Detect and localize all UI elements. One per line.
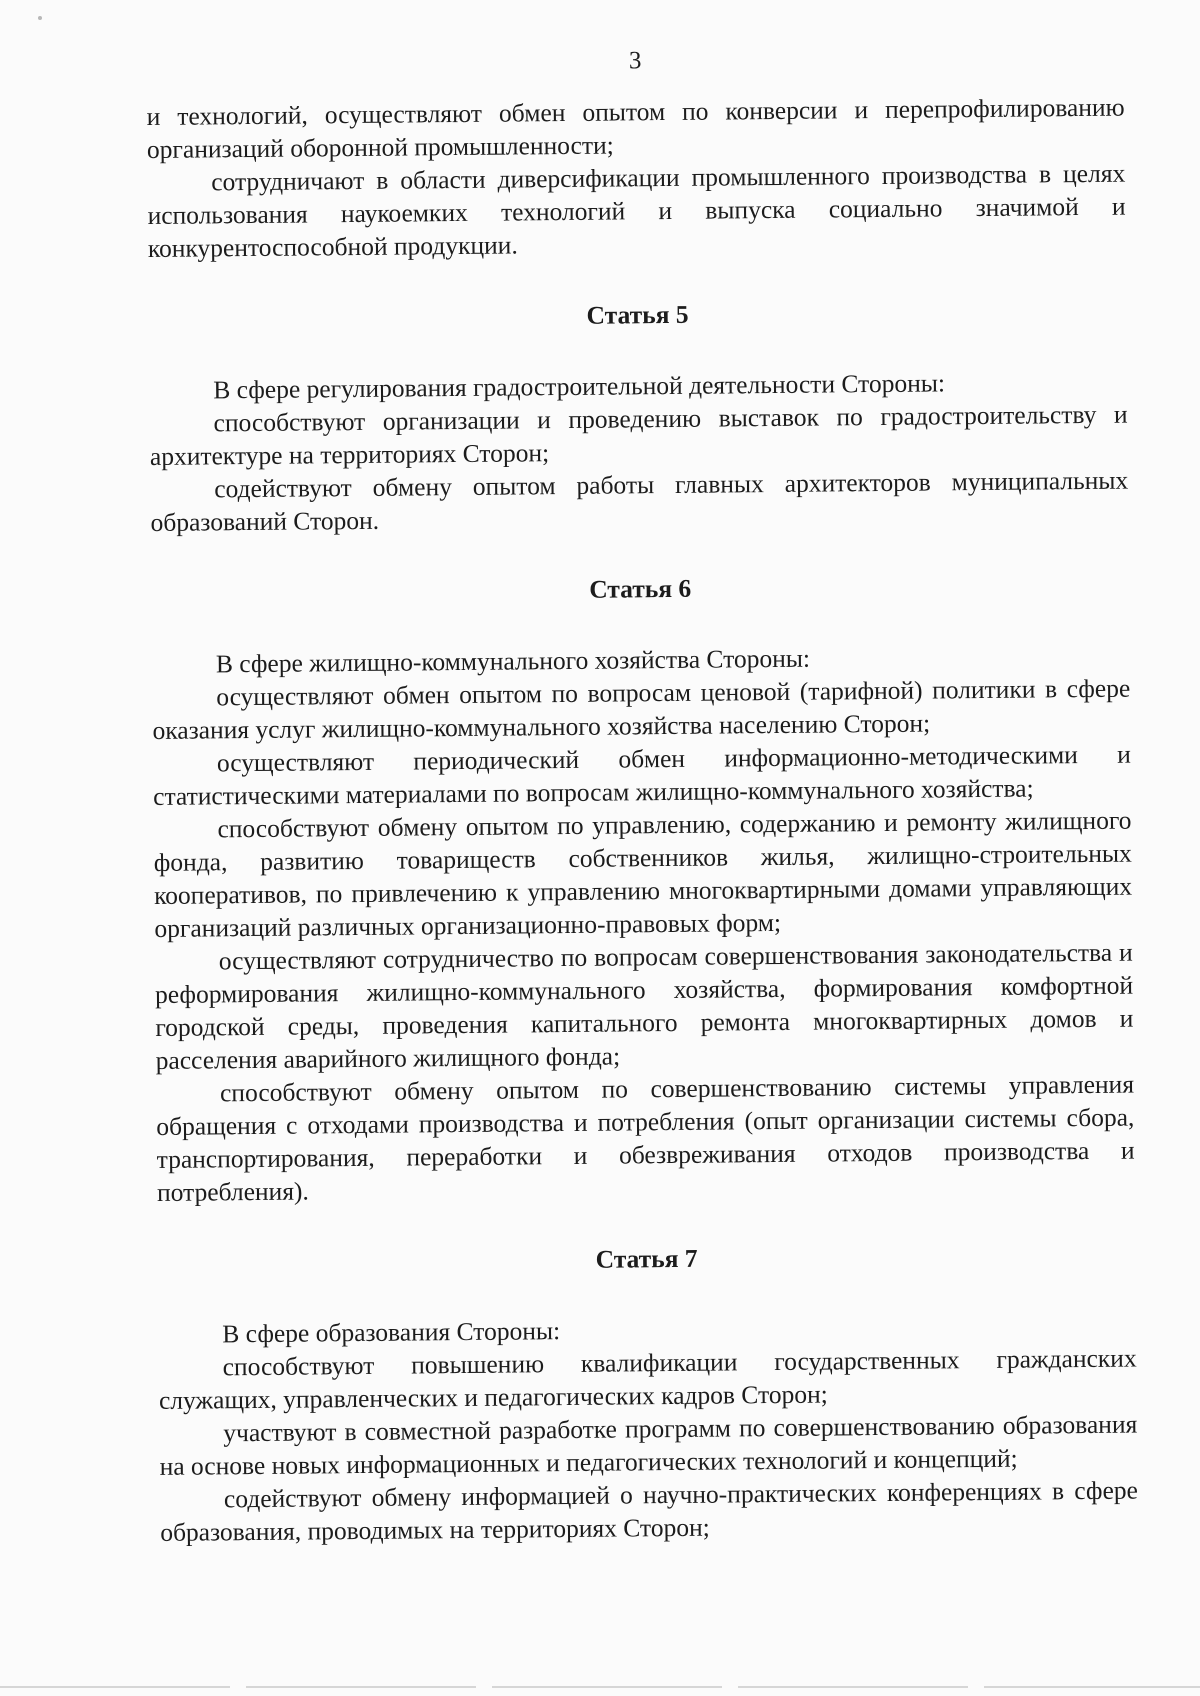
paragraph: осуществляют обмен опытом по вопросам ценовой (тарифной) политики в сфере оказания услуг жилищно-коммунального хозяйства населению Сторон; <box>152 673 1131 745</box>
article-heading: Статья 6 <box>589 573 692 604</box>
scan-edge-line <box>0 1686 1200 1688</box>
paragraph: сотрудничают в области диверсификации промышленного производства в целях использования наукоемких технологий и выпуска социально значимой и конкурентоспособной продукции. <box>147 158 1126 263</box>
paragraph: В сфере регулирования градостроительной деятельности Стороны: <box>213 368 946 405</box>
page-number: 3 <box>628 47 642 75</box>
paragraph: В сфере жилищно-коммунального хозяйства Стороны: <box>215 643 811 679</box>
article-heading: Статья 7 <box>595 1243 698 1274</box>
paragraph: и технологий, осуществляют обмен опытом по конверсии и перепрофилированию организаций оборонной промышленности; <box>146 92 1125 164</box>
paragraph: способствуют обмену опытом по совершенствованию системы управления обращения с отходами производства и потребления (опыт организации системы сбора, транспортирования, переработки и обезвреживания отходов производства и потребления). <box>156 1069 1135 1207</box>
paragraph: способствуют повышению квалификации государственных гражданских служащих, управленческих и педагогических кадров Сторон; <box>158 1343 1137 1415</box>
paragraph: осуществляют сотрудничество по вопросам совершенствования законодательства и реформирования жилищно-коммунального хозяйства, формирования комфортной городской среды, проведения капитального ремонта многоквартирных домов и расселения аварийного жилищного фонда; <box>154 937 1134 1075</box>
paragraph: осуществляют периодический обмен информационно-методическими и статистическими материалами по вопросам жилищно-коммунального хозяйства; <box>153 739 1131 811</box>
paragraph: участвуют в совместной разработке программ по совершенствованию образования на основе новых информационных и педагогических технологий и концепций; <box>159 1409 1138 1481</box>
paragraph: способствуют организации и проведению выставок по градостроительству и архитектуре на территориях Сторон; <box>149 399 1128 471</box>
article-heading: Статья 5 <box>586 299 689 330</box>
paragraph: содействуют обмену опытом работы главных архитекторов муниципальных образований Сторон. <box>150 465 1129 537</box>
page-content <box>146 39 1138 1549</box>
scan-mark <box>38 16 42 20</box>
paragraph: способствуют обмену опытом по управлению, содержанию и ремонту жилищного фонда, развитию товариществ собственников жилья, жилищно-строительных кооперативов, по привлечению к управлению многоквартирными домами управляющих организаций различных организационно-правовых форм; <box>153 805 1133 943</box>
paragraph: В сфере образования Стороны: <box>222 1316 561 1349</box>
paragraph: содействуют обмену информацией о научно-практических конференциях в сфере образования, проводимых на территориях Сторон; <box>160 1475 1139 1547</box>
